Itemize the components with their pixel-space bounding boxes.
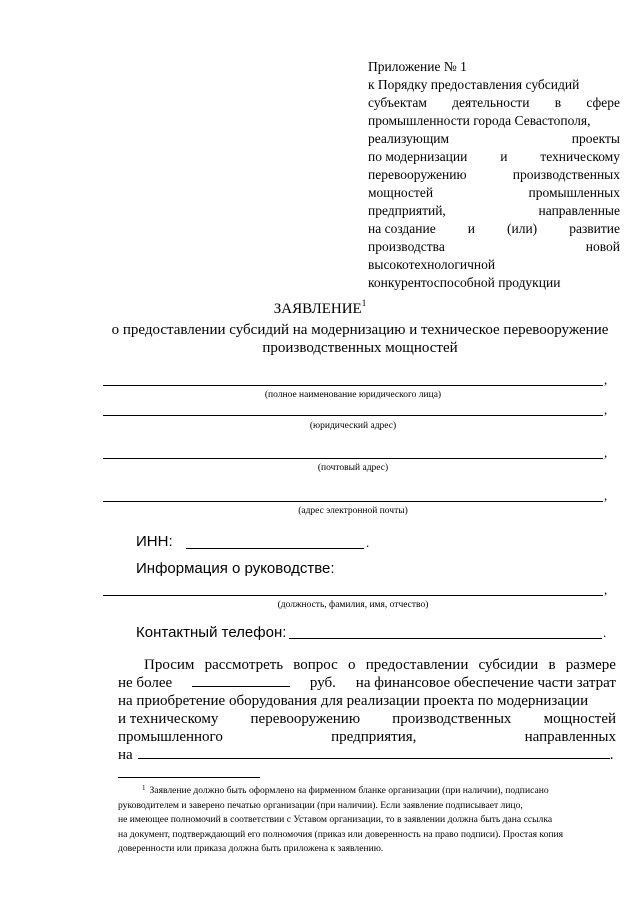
request-word: направленных [524,729,616,745]
title-text: ЗАЯВЛЕНИЕ [273,301,362,317]
appendix-word: производства [368,239,445,254]
appendix-word: сфере [586,95,620,110]
legal-name-caption: (полное наименование юридического лица) [264,390,442,400]
appendix-header [368,58,620,292]
request-word: и техническому [118,711,219,727]
request-word: субсидии [478,657,539,673]
inn-label: ИНН: [136,533,173,550]
appendix-word: промышленности города Севастополя, [368,113,591,128]
head-info-field[interactable] [103,595,603,596]
request-line-6 [118,746,616,764]
request-line-2 [118,674,616,692]
request-word: рассмотреть [204,657,284,673]
head-info-caption: (должность, фамилия, имя, отчество) [277,600,429,610]
legal-name-field[interactable] [103,385,603,386]
footnote-line-2: руководителем и заверено печатью организации (при наличии). Если заявление подписывает лицо, [118,799,523,811]
appendix-word: и [467,221,475,236]
phone-dot: . [603,625,607,640]
request-word: промышленного [118,729,223,745]
legal-address-comma: , [604,402,608,417]
appendix-line [368,220,620,238]
request-word: мощностей [543,711,616,727]
amount-field[interactable] [192,674,290,687]
appendix-line [368,184,620,202]
request-line-5 [118,728,616,746]
head-info-label: Информация о руководстве: [136,560,335,577]
legal-address-field[interactable] [103,415,603,416]
request-line-1 [118,656,616,674]
direction-dot: . [609,747,614,763]
footnote-line-4: на документ, подтверждающий его полномочия (приказ или доверенность на право подписи). Простая копия [118,828,564,840]
inn-dot: . [366,535,370,550]
request-line-2-text: на финансовое обеспечение части затрат [355,675,616,691]
appendix-word: реализующим [368,131,450,146]
appendix-word: направленные [538,203,620,218]
footnote-line-3: не имеющее полномочий в соответствии с Уставом организации, то в заявлении должна быть дана ссылка [118,814,553,825]
appendix-line [368,238,620,256]
appendix-word: на создание [368,221,436,236]
request-word: о [348,657,356,673]
request-line-4 [118,710,616,728]
request-word: вопрос [293,657,338,673]
direction-prefix: на [118,747,133,763]
footnote-mark: 1 [142,784,146,792]
phone-label: Контактный телефон: [136,624,287,641]
appendix-line [368,148,620,166]
postal-address-field[interactable] [103,458,603,459]
not-more-label: не более [118,675,173,691]
title-footnote-mark: 1 [361,298,367,308]
footnote [118,784,616,857]
postal-address-comma: , [604,445,608,460]
email-field[interactable] [103,501,603,502]
appendix-word: новой [585,239,620,254]
phone-field[interactable] [289,638,602,639]
appendix-word: предприятий, [368,203,446,218]
appendix-word: и [500,149,508,164]
appendix-word: развитие [569,221,620,236]
appendix-heading: Приложение № 1 [368,59,467,74]
document-subtitle: о предоставлении субсидий на модернизацию и техническое перевооружение производственных мощностей [111,322,609,356]
appendix-word: проекты [571,131,620,146]
request-word: Просим [144,657,195,673]
document-title [0,298,640,318]
appendix-line [368,94,620,112]
footnote-line-1-wrap [142,784,549,799]
legal-address-caption: (юридический адрес) [309,421,397,431]
appendix-line [368,202,620,220]
appendix-line [368,112,620,130]
appendix-word: деятельности [452,95,530,110]
appendix-word: высокотехнологичной [368,257,496,272]
footnote-line-5: доверенности или приказа должна быть приложена к заявлению. [118,843,384,854]
appendix-word: техническому [540,149,620,164]
head-info-comma: , [604,582,608,597]
appendix-word: по модернизации [368,149,468,164]
appendix-line [368,166,620,184]
footnote-line-1 [118,784,616,799]
direction-field[interactable] [138,746,610,759]
appendix-word: к Порядку предоставления субсидий [368,77,580,92]
request-word: перевооружению [250,711,361,727]
appendix-line [368,76,620,94]
legal-name-comma: , [604,372,608,387]
email-caption: (адрес электронной почты) [298,506,408,516]
appendix-word: промышленных [528,185,620,200]
request-word: предприятия, [331,729,417,745]
currency-label: руб. [309,675,336,691]
request-line-3 [118,692,616,710]
appendix-word: производственных [512,167,620,182]
footnote-separator [118,777,260,778]
appendix-line [368,256,620,274]
inn-field[interactable] [186,548,364,549]
appendix-word: мощностей [368,185,434,200]
appendix-word: конкурентоспособной продукции [368,275,561,290]
request-word: производственных [392,711,512,727]
appendix-line [368,130,620,148]
appendix-word: субъектам [368,95,427,110]
request-line-3-text: на приобретение оборудования для реализации проекта по модернизации [118,693,589,709]
request-paragraph [118,656,616,764]
appendix-line [368,274,620,292]
request-word: размере [565,657,616,673]
footnote-line-1-text: Заявление должно быть оформлено на фирменном бланке организации (при наличии), подписано [149,785,549,796]
appendix-lines [368,76,620,292]
email-comma: , [604,488,608,503]
postal-address-caption: (почтовый адрес) [317,463,389,473]
appendix-word: (или) [507,221,538,236]
appendix-word: перевооружению [368,167,467,182]
request-word: в [548,657,556,673]
appendix-word: в [554,95,562,110]
request-word: предоставлении [365,657,469,673]
